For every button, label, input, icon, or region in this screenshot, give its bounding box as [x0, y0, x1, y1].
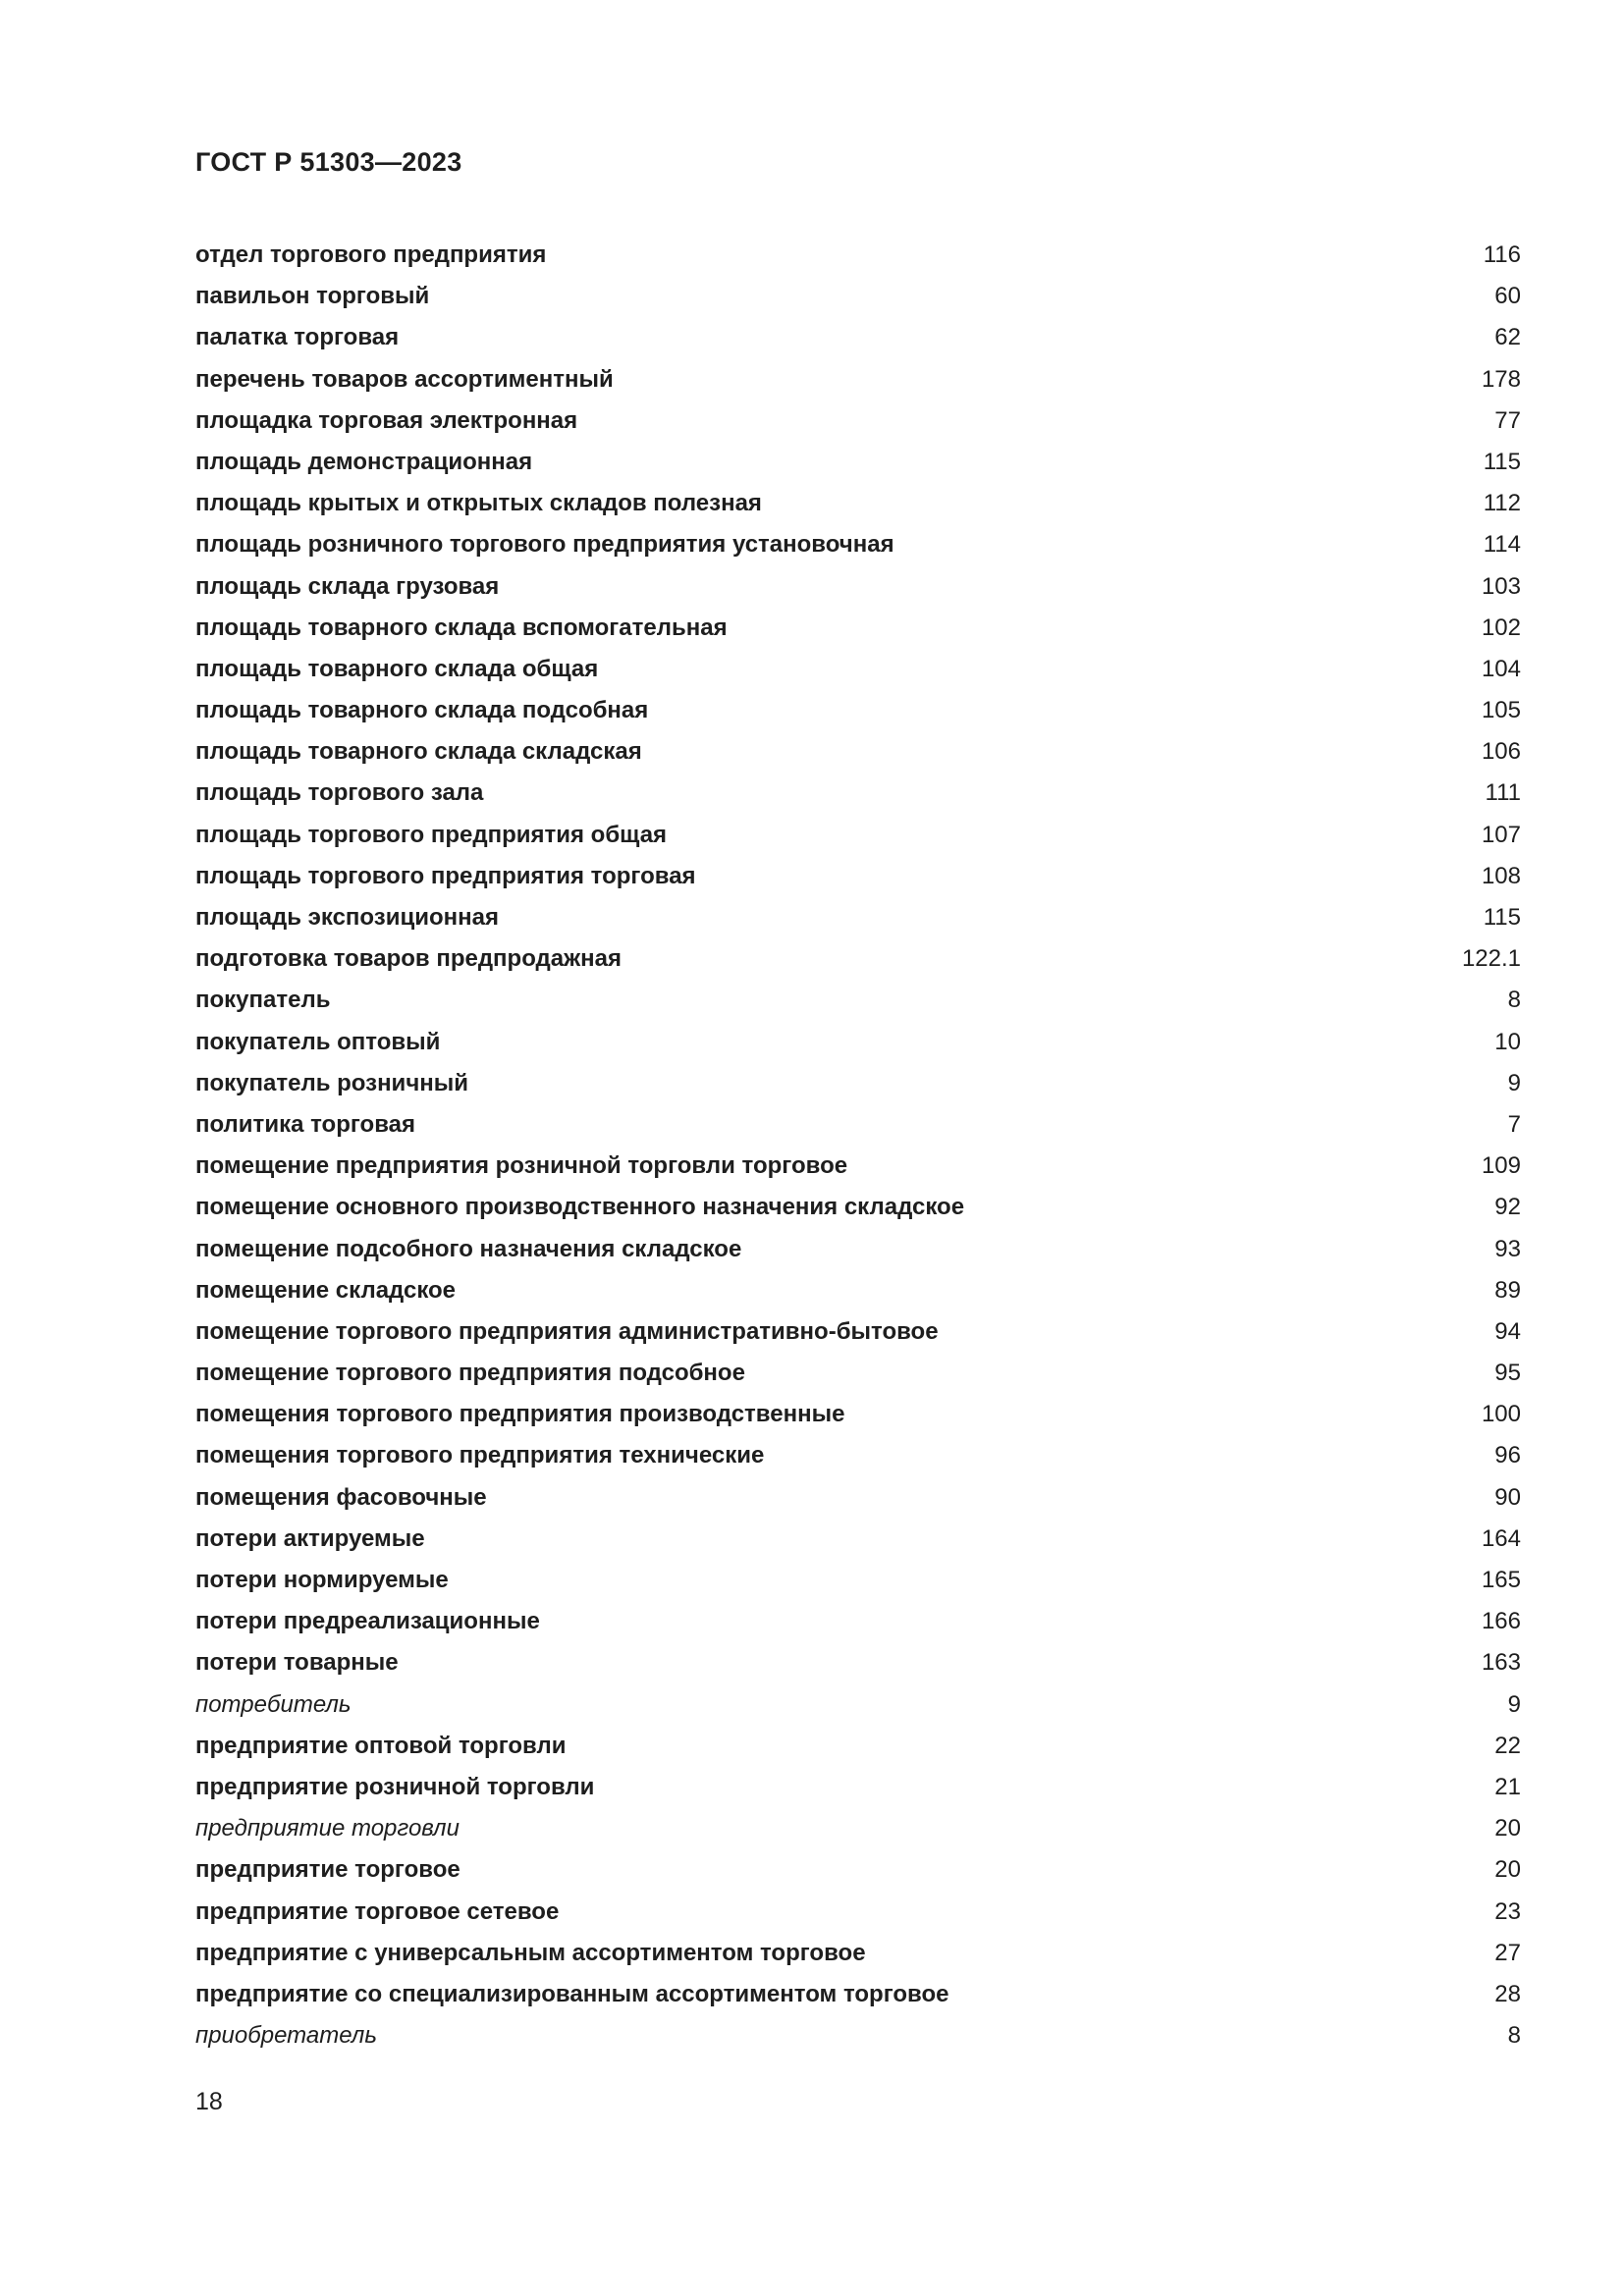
index-entry — [195, 1892, 1521, 1933]
index-term: подготовка товаров предпродажная — [195, 945, 623, 973]
index-reference-number: 9 — [1507, 1690, 1521, 1718]
index-entry — [195, 815, 1521, 856]
index-reference-number: 165 — [1481, 1567, 1521, 1593]
index-entry — [195, 1311, 1521, 1353]
index-entry — [195, 524, 1521, 565]
index-term: помещение торгового предприятия административно-бытовое — [195, 1317, 939, 1345]
index-term: предприятие со специализированным ассортиментом торговое — [195, 1980, 949, 2007]
index-term: потери нормируемые — [195, 1567, 449, 1593]
index-term: помещение складское — [195, 1276, 457, 1304]
alphabetical-index — [195, 235, 1521, 2056]
index-entry — [195, 1808, 1521, 1849]
index-entry — [195, 483, 1521, 524]
index-term: перечень товаров ассортиментный — [195, 365, 614, 393]
index-reference-number: 115 — [1483, 448, 1521, 475]
index-entry — [195, 1601, 1521, 1642]
index-reference-number: 107 — [1481, 821, 1521, 848]
index-reference-number: 114 — [1483, 531, 1521, 559]
index-entry — [195, 400, 1521, 442]
index-entry — [195, 1229, 1521, 1270]
index-entry — [195, 731, 1521, 773]
index-reference-number: 77 — [1494, 406, 1521, 434]
index-reference-number: 95 — [1494, 1360, 1521, 1387]
index-term: павильон торговый — [195, 283, 430, 310]
index-term: покупатель розничный — [195, 1069, 468, 1096]
index-reference-number: 96 — [1494, 1442, 1521, 1469]
index-term: площадь розничного торгового предприятия установочная — [195, 531, 894, 559]
index-term: предприятие торговое сетевое — [195, 1897, 560, 1925]
index-entry — [195, 1187, 1521, 1228]
index-term: площадь экспозиционная — [195, 904, 499, 931]
index-term: потери актируемые — [195, 1524, 425, 1552]
index-entry — [195, 1974, 1521, 2015]
index-reference-number: 92 — [1494, 1194, 1521, 1221]
index-entry — [195, 773, 1521, 814]
index-reference-number: 9 — [1507, 1069, 1521, 1096]
index-term: помещение подсобного назначения складское — [195, 1235, 742, 1262]
index-term: помещение основного производственного назначения складское — [195, 1194, 965, 1221]
index-reference-number: 20 — [1494, 1815, 1521, 1842]
index-term: приобретатель — [195, 2022, 377, 2050]
index-entry — [195, 1684, 1521, 1726]
index-reference-number: 112 — [1483, 490, 1521, 517]
index-entry — [195, 1435, 1521, 1476]
index-entry — [195, 938, 1521, 980]
index-term: помещения фасовочные — [195, 1483, 487, 1511]
index-reference-number: 10 — [1494, 1028, 1521, 1055]
index-term: предприятие оптовой торговли — [195, 1732, 567, 1759]
index-reference-number: 22 — [1494, 1732, 1521, 1759]
index-reference-number: 89 — [1494, 1276, 1521, 1304]
index-entry — [195, 1063, 1521, 1104]
index-term: площадь товарного склада подсобная — [195, 697, 649, 724]
index-reference-number: 111 — [1485, 779, 1521, 807]
index-term: помещения торгового предприятия технические — [195, 1442, 765, 1469]
index-term: отдел торгового предприятия — [195, 241, 547, 268]
index-term: площадь товарного склада вспомогательная — [195, 614, 728, 641]
index-term: площадь торгового зала — [195, 779, 484, 807]
index-reference-number: 164 — [1481, 1524, 1521, 1552]
index-entry — [195, 897, 1521, 938]
index-entry — [195, 276, 1521, 317]
index-term: площадь демонстрационная — [195, 448, 533, 475]
index-reference-number: 102 — [1481, 614, 1521, 641]
index-entry — [195, 649, 1521, 690]
index-term: политика торговая — [195, 1110, 415, 1138]
index-entry — [195, 1146, 1521, 1187]
index-entry — [195, 1933, 1521, 1974]
index-term: покупатель — [195, 987, 331, 1014]
index-entry — [195, 2015, 1521, 2056]
index-reference-number: 8 — [1507, 2022, 1521, 2050]
index-reference-number: 94 — [1494, 1317, 1521, 1345]
index-reference-number: 116 — [1483, 241, 1521, 268]
index-entry — [195, 1560, 1521, 1601]
index-term: площадь торгового предприятия общая — [195, 821, 668, 848]
index-entry — [195, 1767, 1521, 1808]
index-term: предприятие с универсальным ассортиментом торговое — [195, 1939, 866, 1966]
index-entry — [195, 1849, 1521, 1891]
index-term: потери предреализационные — [195, 1608, 540, 1635]
index-reference-number: 109 — [1481, 1152, 1521, 1180]
page-number: 18 — [195, 2088, 223, 2115]
index-reference-number: 163 — [1481, 1649, 1521, 1677]
index-reference-number: 105 — [1481, 697, 1521, 724]
index-reference-number: 21 — [1494, 1773, 1521, 1800]
index-term: площадь товарного склада общая — [195, 655, 599, 682]
index-reference-number: 27 — [1494, 1939, 1521, 1966]
index-term: палатка торговая — [195, 324, 400, 351]
index-entry — [195, 359, 1521, 400]
index-reference-number: 60 — [1494, 283, 1521, 310]
index-term: площадка торговая электронная — [195, 406, 578, 434]
index-entry — [195, 317, 1521, 358]
index-term: помещение предприятия розничной торговли торговое — [195, 1152, 848, 1180]
index-entry — [195, 442, 1521, 483]
document-header: ГОСТ Р 51303—2023 — [195, 147, 462, 177]
index-term: площадь товарного склада складская — [195, 738, 642, 766]
index-term: площадь крытых и открытых складов полезная — [195, 490, 762, 517]
index-reference-number: 23 — [1494, 1897, 1521, 1925]
index-reference-number: 108 — [1481, 862, 1521, 889]
index-reference-number: 104 — [1481, 655, 1521, 682]
index-reference-number: 20 — [1494, 1856, 1521, 1884]
index-term: предприятие торговое — [195, 1856, 460, 1884]
index-term: потребитель — [195, 1690, 352, 1718]
index-reference-number: 115 — [1483, 904, 1521, 931]
index-reference-number: 166 — [1481, 1608, 1521, 1635]
index-entry — [195, 566, 1521, 608]
index-entry — [195, 1726, 1521, 1767]
index-entry — [195, 1270, 1521, 1311]
index-term: предприятие торговли — [195, 1815, 460, 1842]
index-term: площадь склада грузовая — [195, 572, 500, 600]
index-entry — [195, 1519, 1521, 1560]
index-entry — [195, 690, 1521, 731]
index-reference-number: 8 — [1507, 987, 1521, 1014]
index-term: помещение торгового предприятия подсобное — [195, 1360, 745, 1387]
index-reference-number: 122.1 — [1461, 945, 1521, 973]
index-reference-number: 100 — [1481, 1401, 1521, 1428]
index-entry — [195, 856, 1521, 897]
index-reference-number: 7 — [1507, 1110, 1521, 1138]
index-entry — [195, 1642, 1521, 1683]
index-entry — [195, 1022, 1521, 1063]
index-reference-number: 93 — [1494, 1235, 1521, 1262]
index-reference-number: 28 — [1494, 1980, 1521, 2007]
index-entry — [195, 980, 1521, 1021]
index-reference-number: 62 — [1494, 324, 1521, 351]
index-term: потери товарные — [195, 1649, 399, 1677]
index-entry — [195, 1394, 1521, 1435]
index-term: покупатель оптовый — [195, 1028, 441, 1055]
index-reference-number: 106 — [1481, 738, 1521, 766]
index-reference-number: 90 — [1494, 1483, 1521, 1511]
index-entry — [195, 1104, 1521, 1146]
index-entry — [195, 235, 1521, 276]
index-reference-number: 103 — [1481, 572, 1521, 600]
index-entry — [195, 608, 1521, 649]
index-term: предприятие розничной торговли — [195, 1773, 595, 1800]
index-entry — [195, 1353, 1521, 1394]
index-reference-number: 178 — [1481, 365, 1521, 393]
index-entry — [195, 1477, 1521, 1519]
index-term: помещения торгового предприятия производственные — [195, 1401, 845, 1428]
index-term: площадь торгового предприятия торговая — [195, 862, 696, 889]
